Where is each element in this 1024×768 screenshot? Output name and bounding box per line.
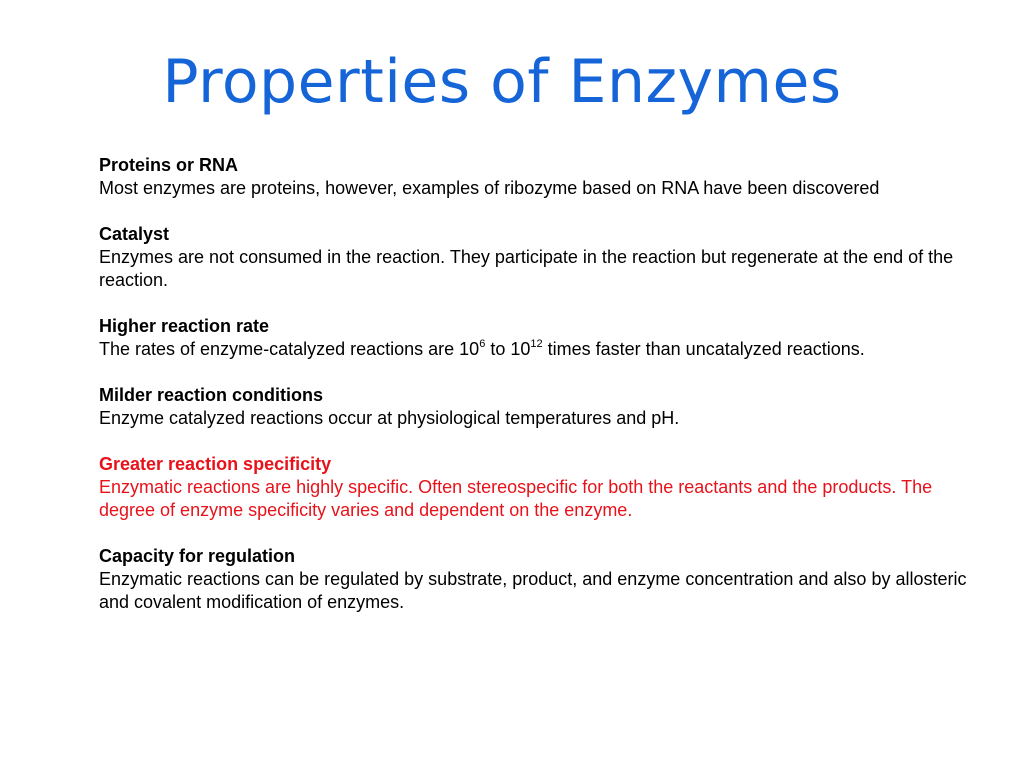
rate-text-mid: to 10 <box>485 339 531 359</box>
section-heading: Greater reaction specificity <box>99 454 332 474</box>
section-text: Enzymatic reactions are highly specific. Often stereospecific for both the reactants and the products. The degree of enzyme specificity varies and dependent on the enzyme. <box>99 477 933 520</box>
rate-exponent-high: 12 <box>530 338 543 350</box>
section-heading: Higher reaction rate <box>99 316 270 336</box>
section-text <box>99 338 989 361</box>
section-proteins-or-rna <box>99 154 989 200</box>
rate-text-after: times faster than uncatalyzed reactions. <box>542 339 865 359</box>
section-heading: Milder reaction conditions <box>99 385 324 405</box>
section-heading: Proteins or RNA <box>99 155 239 175</box>
section-heading: Catalyst <box>99 224 170 244</box>
section-higher-reaction-rate <box>99 315 989 361</box>
section-text: Enzymes are not consumed in the reaction. They participate in the reaction but regenerate at the end of the reaction. <box>99 247 954 290</box>
section-text: Enzymatic reactions can be regulated by substrate, product, and enzyme concentration and also by allosteric and covalent modification of enzymes. <box>99 569 967 612</box>
rate-exponent-low: 6 <box>479 338 486 350</box>
rate-text-before: The rates of enzyme-catalyzed reactions are 10 <box>99 339 480 359</box>
section-heading: Capacity for regulation <box>99 546 296 566</box>
section-catalyst <box>99 223 989 292</box>
section-text: Most enzymes are proteins, however, examples of ribozyme based on RNA have been discovered <box>99 178 880 198</box>
section-capacity-for-regulation <box>99 545 989 614</box>
slide-title: Properties of Enzymes <box>162 47 842 117</box>
section-milder-conditions <box>99 384 989 430</box>
section-text: Enzyme catalyzed reactions occur at physiological temperatures and pH. <box>99 408 680 428</box>
section-greater-specificity <box>99 453 989 522</box>
slide-content <box>99 154 989 614</box>
